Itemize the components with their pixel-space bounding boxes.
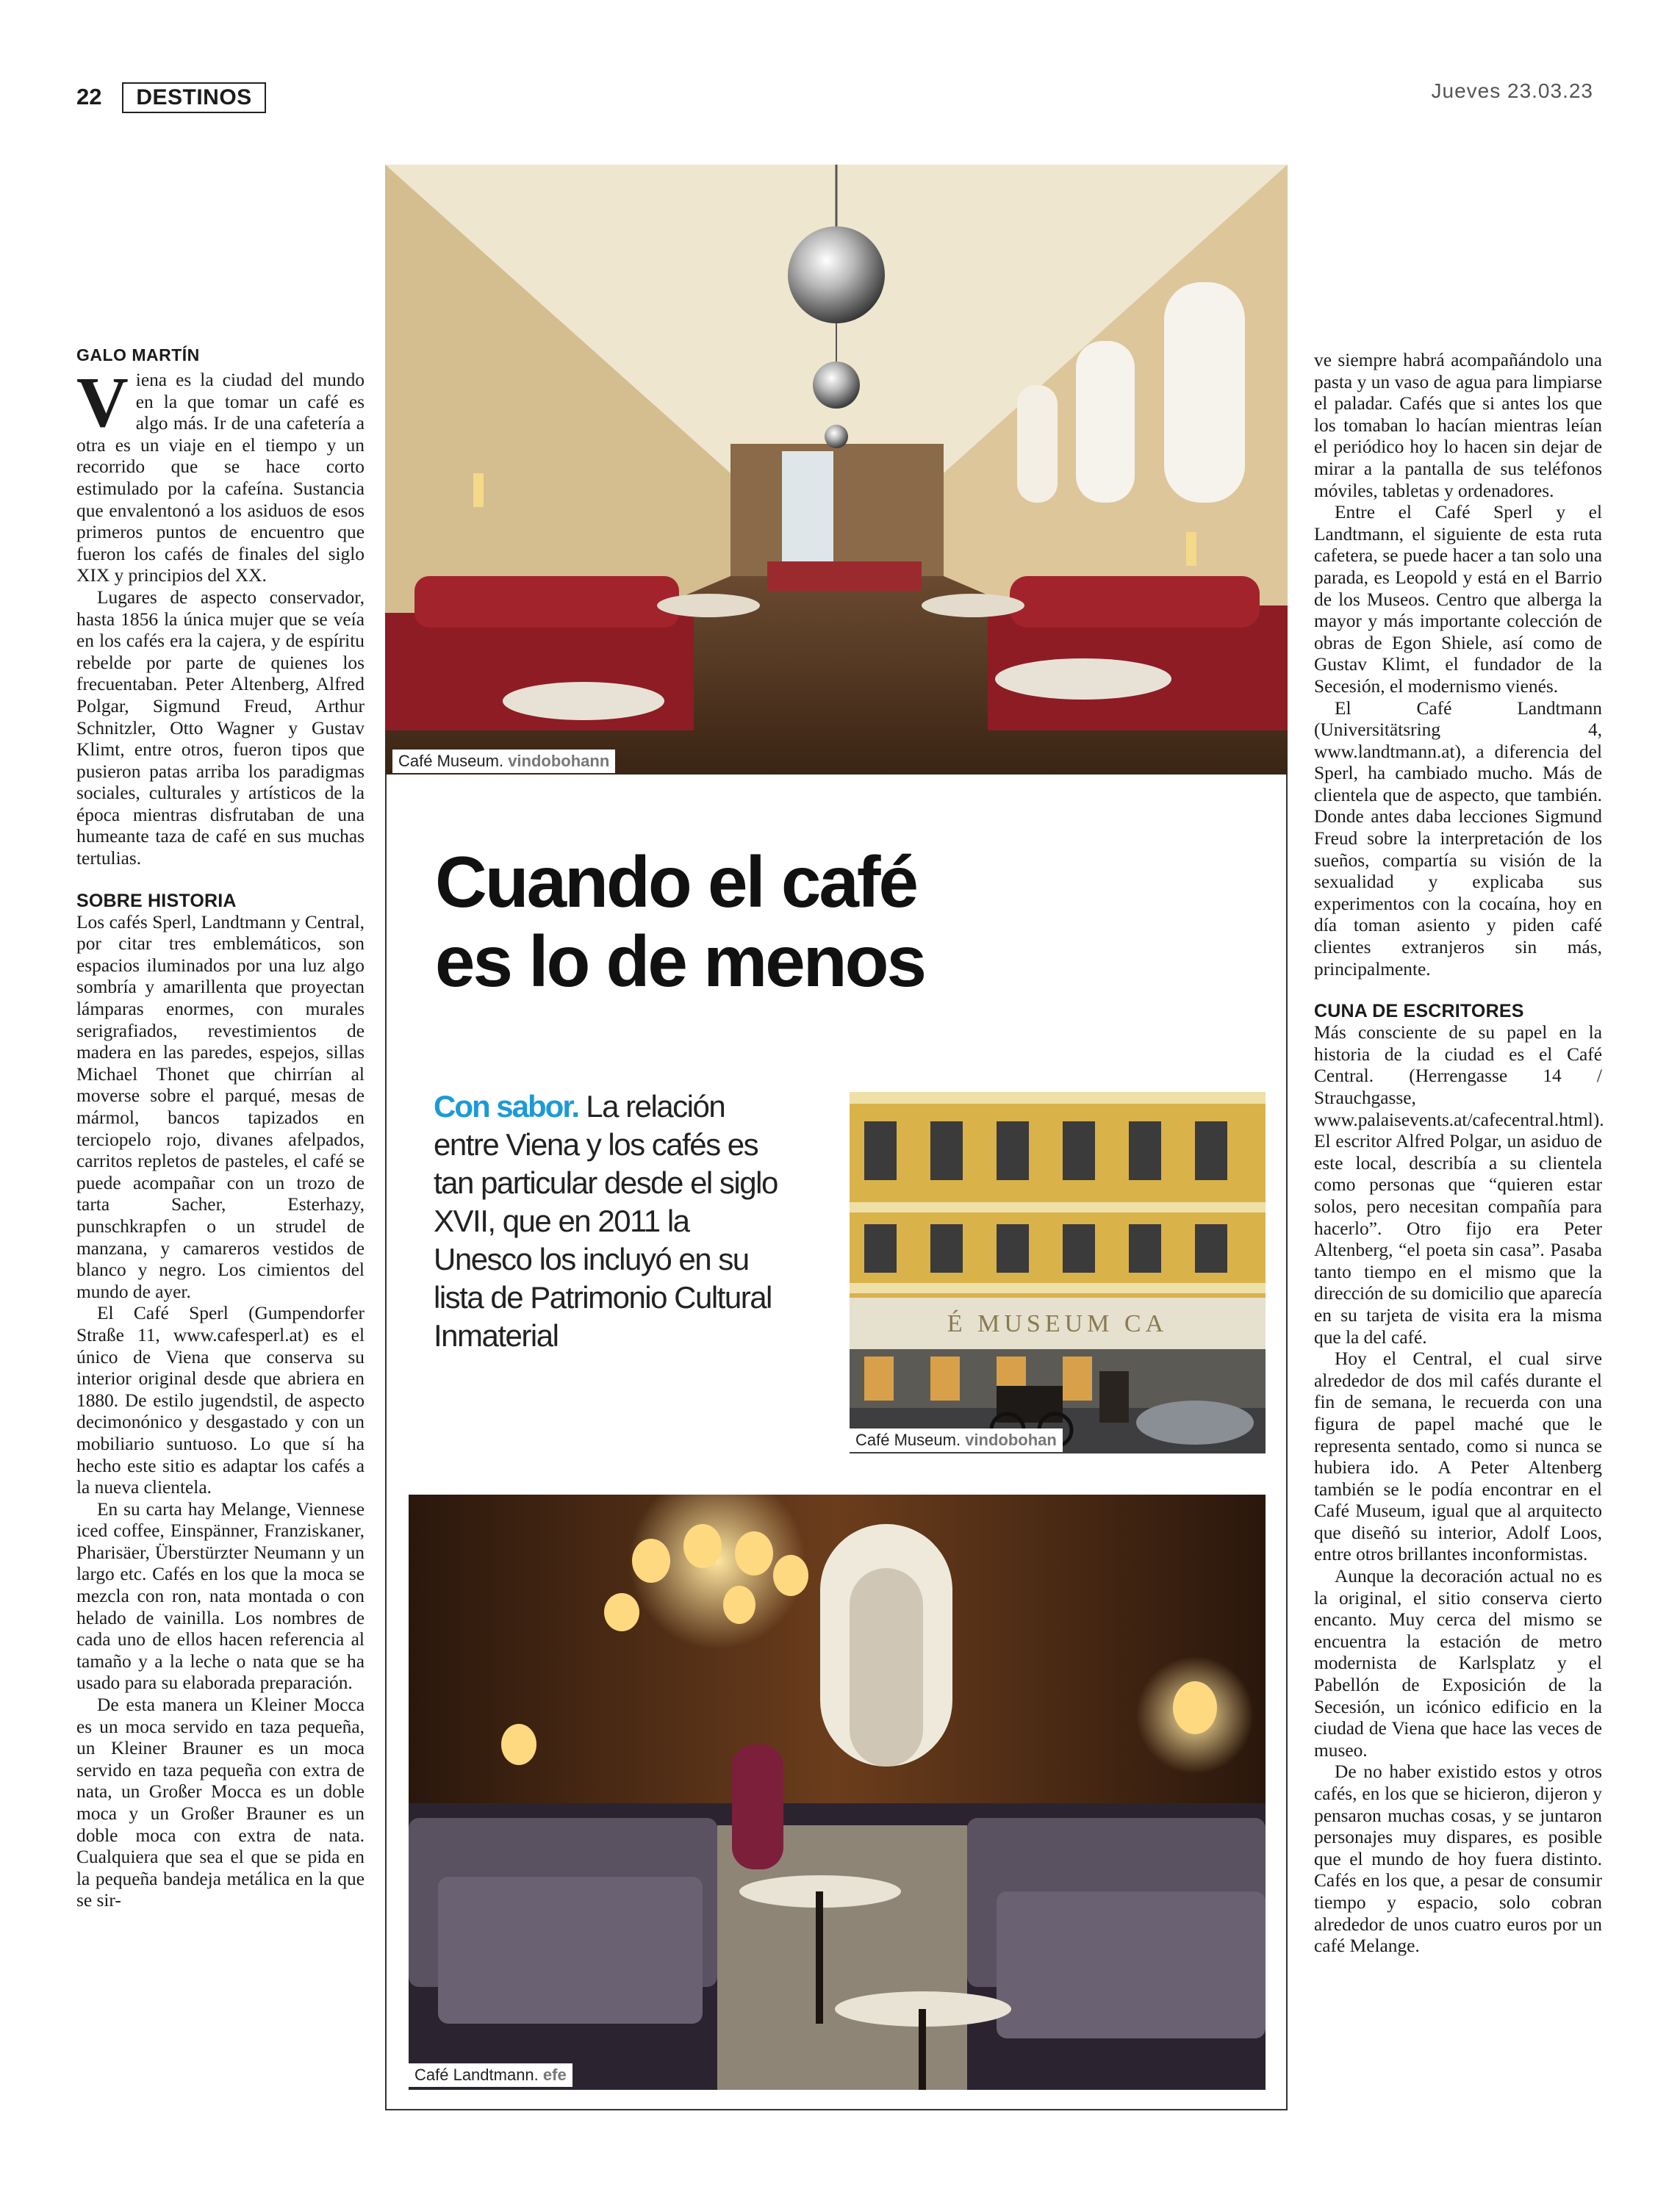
body-paragraph: De no haber existido estos y otros cafés, en los que se hicieron, dijeron y pensaron muchas cosas, y se juntaron personajes muy dispares, es posible que el mundo de hoy fuera distinto. Cafés en los que, a pesar de consumir tiempo y espacio, solo cobran alrededor de unos cuatro euros por un café Melange. — [1314, 1761, 1602, 1957]
body-paragraph: El Café Landtmann (Universitätsring 4, www.landtmann.at), a diferencia del Sperl, ha cambiado mucho. Más de clientela que de aspecto, que también. Donde antes daba lecciones Sigmund Freud sobre la interpretación de los sueños, compartía su visión de la sexualidad y explicaba sus experimentos con la cocaína, hoy en día toman asiento y piden café clientes extranjeros sin más, principalmente. — [1314, 697, 1602, 980]
photo-cafe-museum-interior — [385, 165, 1288, 775]
article-column-left — [76, 345, 365, 1912]
body-paragraph: Aunque la decoración actual no es la original, el sitio conserva cierto encanto. Muy cerca del mismo se encuentra la estación de metro modernista de Karlsplatz y el Pabellón de Exposición de la Secesión, un icónico edificio en la ciudad de Viena que hace las veces de museo. — [1314, 1566, 1602, 1761]
body-paragraph: Hoy el Central, el cual sirve alrededor de dos mil cafés durante el fin de semana, le recuerda con una figura de papel maché que le representa sentado, como si nunca se hubiera ido. A Peter Altenberg también se le podía encontrar en el Café Museum, igual que al arquitecto que diseñó su interior, Adolf Loos, entre otros brillantes inconformistas. — [1314, 1348, 1602, 1565]
body-paragraph: El Café Sperl (Gumpendorfer Straße 11, www.cafesperl.at) es el único de Viena que conserva su interior original desde que abriera en 1880. De estilo jugendstil, de aspecto decimonónico y desgastado y con un mobiliario suntuoso. Lo que sí ha hecho este sitio es adaptar los cafés a la nueva clientela. — [76, 1303, 365, 1498]
body-paragraph: Más consciente de su papel en la historia de la ciudad es el Café Central. (Herrengasse 14 / Strauchgasse, www.palaisevents.at/cafecentral.html). El escritor Alfred Polgar, un asiduo de este local, describía a su clientela como personas que “quieren estar solos, pero necesitan compañía para hacerlo”. Otro fijo era Peter Altenberg, “el poeta sin casa”. Pasaba tanto tiempo en el mismo que la dirección de su domicilio que aparecía en su tarjeta de visita era la misma que la del café. — [1314, 1022, 1604, 1348]
standfirst-lead: Con sabor. — [434, 1089, 579, 1124]
standfirst — [434, 1088, 779, 1355]
page-number: 22 — [76, 84, 102, 109]
issue-date: Jueves 23.03.23 — [1431, 79, 1593, 102]
facade-sign: É MUSEUM CA — [947, 1310, 1169, 1337]
photo-caption-facade: Café Museum. vindobohan — [850, 1428, 1063, 1452]
subheading-sobre-historia: SOBRE HISTORIA — [76, 890, 237, 911]
body-paragraph: ve siempre habrá acompañándolo una pasta y un vaso de agua para limpiarse el paladar. Cafés que si antes los que los tomaban lo hacían mientras leían el periódico hoy lo hacen sin dejar de mirar a la pantalla de sus teléfonos móviles, tabletas y ordenadores. — [1314, 350, 1602, 501]
body-paragraph: De esta manera un Kleiner Mocca es un moca servido en taza pequeña, un Kleiner Brauner es un moca servido en taza pequeña con extra de nata, un Großer Mocca es un doble moca y un Großer Brauner es un doble moca con extra de nata. Cualquiera que sea el que se pida en la pequeña bandeja metálica en la que se sir- — [76, 1695, 365, 1911]
body-paragraph: Los cafés Sperl, Landtmann y Central, por citar tres emblemáticos, son espacios iluminados por una luz algo sombría y amarillenta que proyectan lámparas enormes, con murales serigrafiados, revestimientos de madera en las paredes, espejos, sillas Michael Thonet que chirrían al moverse sobre el parqué, mesas de mármol, bancos tapizados en terciopelo rojo, divanes afelpados, carritos repletos de pasteles, el café se puede acompañar con un trozo de tarta Sacher, Esterhazy, punschkrapfen o un strudel de manzana, y camareros vestidos de blanco y negro. Los cimientos del mundo de ayer. — [76, 911, 365, 1302]
facade-illustration — [850, 1092, 1266, 1453]
subheading-cuna-de-escritores: CUNA DE ESCRITORES — [1314, 1001, 1524, 1022]
body-paragraph: Lugares de aspecto conservador, hasta 1856 la única mujer que se veía en los cafés era la cajera, y de espíritu rebelde por parte de quienes los frecuentaban. Peter Altenberg, Alfred Polgar, Sigmund Freud, Arthur Schnitzler, Otto Wagner y Gustav Klimt, entre otros, fueron tipos que pusieron patas arriba los paradigmas sociales, culturales y artísticos de la época mientras disfrutaban de una humeante taza de café en sus muchas tertulias. — [76, 586, 365, 869]
byline: GALO MARTÍN — [76, 345, 200, 364]
photo-caption-bottom: Café Landtmann. efe — [409, 2063, 572, 2087]
section-label: DESTINOS — [122, 82, 266, 113]
landtmann-illustration — [409, 1495, 1266, 2090]
interior-illustration — [385, 165, 1288, 775]
photo-caption-top: Café Museum. vindobohann — [392, 750, 615, 773]
standfirst-text: La relación entre Viena y los cafés es tan particular desde el siglo XVII, que en 2011 la Unesco los incluyó en su lista de Patrimonio Cultural Inmaterial — [434, 1089, 778, 1353]
body-paragraph: En su carta hay Melange, Viennese iced coffee, Einspänner, Franziskaner, Pharisäer, Überstürzter Neumann y un largo etc. Cafés en los que la moca se mezcla con ron, nata montada o con helado de vainilla. Los nombres de cada uno de ellos hacen referencia al tamaño y a la leche o nata que se ha usado para su elaborada preparación. — [76, 1498, 365, 1694]
article-column-right — [1314, 350, 1602, 1958]
body-paragraph: Entre el Café Sperl y el Landtmann, el siguiente de esta ruta cafetera, se puede hacer a tan solo una parada, es Leopold y está en el Barrio de los Museos. Centro que alberga la mayor y más importante colección de obras de Egon Shiele, así como de Gustav Klimt, el fundador de la Secesión, el modernismo vienés. — [1314, 502, 1602, 697]
drop-cap: V — [76, 363, 129, 442]
photo-cafe-museum-facade — [850, 1092, 1266, 1453]
photo-cafe-landtmann-interior — [409, 1495, 1266, 2090]
headline: Cuando el café es lo de menos — [435, 841, 925, 1002]
lead-paragraph: Viena es la ciudad del mundo en la que tomar un café es algo más. Ir de una cafetería a otra es un viaje en el tiempo y un recorrido que se hace corto estimulado por la cafeína. Sustancia que envalentonó a los asiduos de esos primeros puntos de encuentro que fueron los cafés de finales del siglo XIX y principios del XX. — [76, 363, 365, 586]
